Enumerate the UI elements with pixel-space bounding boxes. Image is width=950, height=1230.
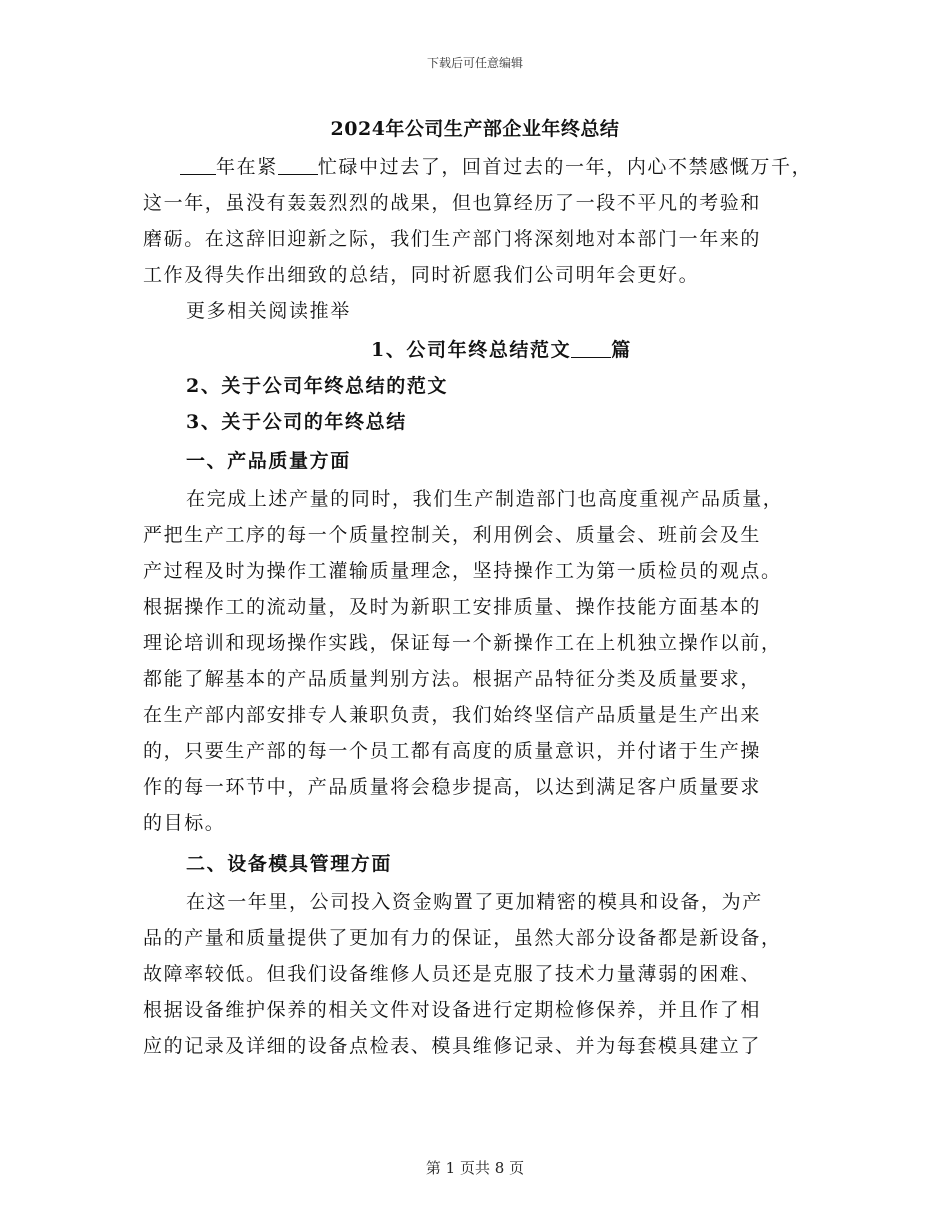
- section-2-line: 根据设备维护保养的相关文件对设备进行定期检修保养，并且作了相: [143, 999, 762, 1021]
- related-item-2: 2、关于公司年终总结的范文: [186, 375, 449, 397]
- section-1-line: 理论培训和现场操作实践，保证每一个新操作工在上机独立操作以前，: [143, 632, 782, 654]
- section-1-line: 产过程及时为操作工灌输质量理念，坚持操作工为第一质检员的观点。: [143, 560, 782, 582]
- related-item-1: 1、公司年终总结范文 篇: [371, 339, 632, 361]
- intro-line-1: 年在紧 忙碌中过去了，回首过去的一年，内心不禁感慨万千，: [180, 155, 812, 179]
- section-1-line: 的目标。: [143, 812, 226, 834]
- section-1-line: 根据操作工的流动量，及时为新职工安排质量、操作技能方面基本的: [143, 596, 762, 618]
- blank-underline: [278, 156, 318, 175]
- intro-line-3: 磨砺。在这辞旧迎新之际，我们生产部门将深刻地对本部门一年来的: [143, 228, 762, 250]
- section-2-line: 品的产量和质量提供了更加有力的保证，虽然大部分设备都是新设备，: [143, 927, 782, 949]
- intro-line-4: 工作及得失作出细致的总结，同时祈愿我们公司明年会更好。: [143, 264, 700, 286]
- blank-underline: [180, 156, 216, 175]
- related-heading: 更多相关阅读推举: [186, 300, 351, 322]
- header-note: 下载后可任意编辑: [426, 56, 523, 70]
- related-item-3: 3、关于公司的年终总结: [186, 411, 407, 433]
- intro-line-2: 这一年，虽没有轰轰烈烈的战果，但也算经历了一段不平凡的考验和: [143, 192, 762, 214]
- section-1-line: 在完成上述产量的同时，我们生产制造部门也高度重视产品质量，: [186, 488, 784, 510]
- section-1-line: 的，只要生产部的每一个员工都有高度的质量意识，并付诸于生产操: [143, 740, 762, 762]
- blank-underline: [571, 339, 611, 358]
- footer-note: 第 1 页共 8 页: [425, 1159, 525, 1177]
- section-2-line: 应的记录及详细的设备点检表、模具维修记录、并为每套模具建立了: [143, 1035, 762, 1057]
- section-1-line: 作的每一环节中，产品质量将会稳步提高，以达到满足客户质量要求: [143, 776, 762, 798]
- section-2-line: 故障率较低。但我们设备维修人员还是克服了技术力量薄弱的困难、: [143, 963, 762, 985]
- section-1-line: 在生产部内部安排专人兼职负责，我们始终坚信产品质量是生产出来: [143, 704, 762, 726]
- section-2-line: 在这一年里，公司投入资金购置了更加精密的模具和设备，为产: [186, 891, 763, 913]
- section-2-heading: 二、设备模具管理方面: [186, 853, 393, 875]
- section-1-line: 都能了解基本的产品质量判别方法。根据产品特征分类及质量要求，: [143, 668, 762, 690]
- section-1-heading: 一、产品质量方面: [186, 450, 351, 472]
- section-1-line: 严把生产工序的每一个质量控制关，利用例会、质量会、班前会及生: [143, 524, 762, 546]
- document-title: 2024年公司生产部企业年终总结: [330, 118, 620, 140]
